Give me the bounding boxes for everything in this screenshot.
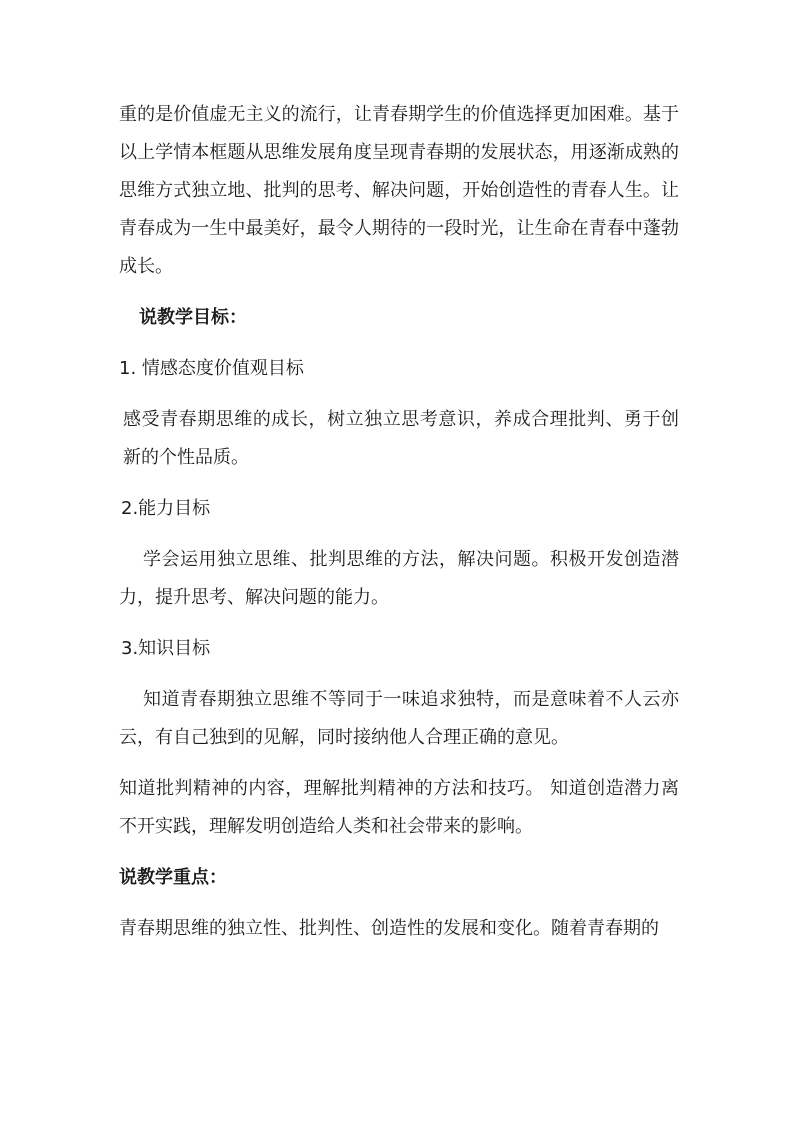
objective-3-text-2: 知道批判精神的内容，理解批判精神的方法和技巧。 知道创造潜力离不开实践，理解发明创造给人类和社会带来的影响。 [119,778,679,837]
objective-2-text: 学会运用独立思维、批判思维的方法，解决问题。积极开发创造潜力，提升思考、解决问题的能力。 [119,549,679,608]
objective-2-title: 2.能力目标 [121,498,211,519]
objective-3-text-1: 知道青春期独立思维不等同于一味追求独特，而是意味着不人云亦云，有自己独到的见解，同时接纳他人合理正确的意见。 [119,689,679,748]
intro-paragraph: 重的是价值虚无主义的流行，让青春期学生的价值选择更加困难。基于以上学情本框题从思维发展角度呈现青春期的发展状态，用逐渐成熟的思维方式独立地、批判的思考、解决问题，开始创造性的青春人生。让青春成为一生中最美好，最令人期待的一段时光，让生命在青春中蓬勃成长。 [119,104,679,277]
key-points-heading: 说教学重点： [119,867,227,888]
key-points-text: 青春期思维的独立性、批判性、创造性的发展和变化。随着青春期的 [119,918,659,939]
objectives-heading: 说教学目标： [139,307,247,328]
objective-3-title: 3.知识目标 [121,638,211,659]
document-body [119,96,679,948]
objective-1-title: 1. 情感态度价值观目标 [119,358,304,379]
objective-1-text: 感受青春期思维的成长，树立独立思考意识，养成合理批判、勇于创新的个性品质。 [123,409,679,468]
